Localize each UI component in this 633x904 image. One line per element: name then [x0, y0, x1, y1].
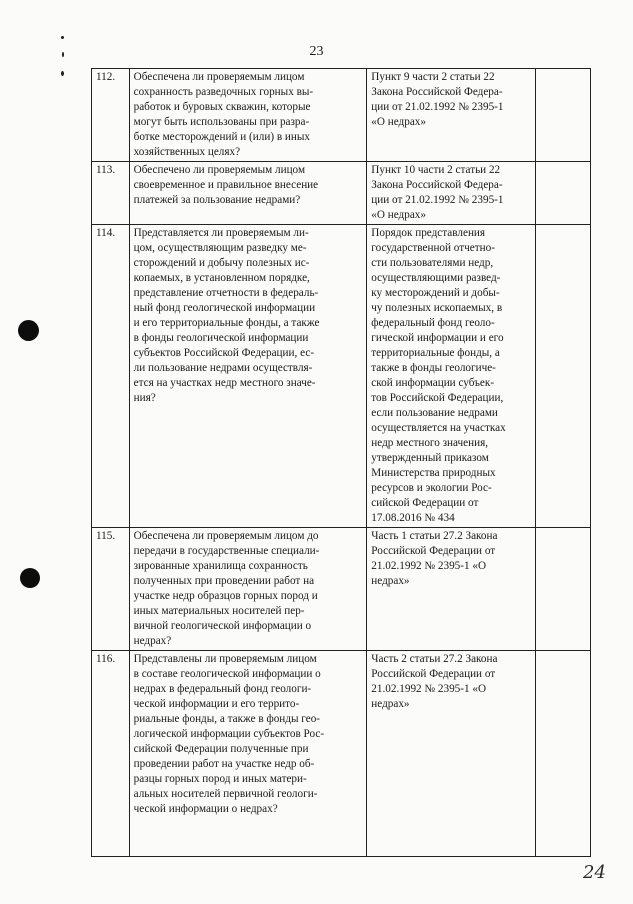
- scan-speck: [61, 36, 64, 39]
- row-number: [92, 528, 130, 651]
- table-row: [92, 528, 591, 651]
- table-row: [92, 69, 591, 162]
- checklist-table: [91, 68, 591, 857]
- row-number: [92, 69, 130, 162]
- row-number-text: 113.: [96, 164, 116, 176]
- legal-basis-text: Часть 1 статьи 27.2 Закона Российской Федерации от 21.02.1992 № 2395-1 «О недрах»: [371, 530, 498, 587]
- punch-hole-bottom: [20, 568, 40, 588]
- row-number-text: 114.: [96, 227, 116, 239]
- row-number-text: 115.: [96, 530, 116, 542]
- table-row: [92, 162, 591, 225]
- legal-basis-cell: [367, 162, 536, 225]
- question-cell: [129, 528, 367, 651]
- legal-basis-text: Часть 2 статьи 27.2 Закона Российской Федерации от 21.02.1992 № 2395-1 «О недрах»: [371, 653, 498, 710]
- handwritten-sheet-number: 24: [583, 862, 606, 883]
- answer-cell: [536, 651, 591, 857]
- legal-basis-cell: [367, 651, 536, 857]
- scan-speck: [61, 71, 64, 76]
- answer-cell: [536, 528, 591, 651]
- row-number-text: 116.: [96, 653, 116, 665]
- legal-basis-cell: [367, 69, 536, 162]
- legal-basis-text: Пункт 9 части 2 статьи 22 Закона Российской Федера- ции от 21.02.1992 № 2395-1 «О недрах»: [371, 71, 504, 128]
- question-text: Представляется ли проверяемым ли- цом, осуществляющим разведку ме- сторождений и добычу полезных ис- копаемых, в установленном порядке, представление отчетности в федераль- ный фонд геологической информации и его территориальные фонды, а также в фонды геологической информации субъектов Российской Федерации, ес- ли пользование недрами осуществля- ется на участках недр местного значе- ния?: [133, 227, 320, 404]
- row-number-text: 112.: [96, 71, 116, 83]
- legal-basis-cell: [367, 528, 536, 651]
- table-row: [92, 651, 591, 857]
- question-cell: [129, 162, 367, 225]
- legal-basis-text: Порядок представления государственной отчетно- сти пользователями недр, осуществляющими развед- ку месторождений и добы- чу полезных ископаемых, в федеральный фонд геоло- гической информации и его территориальные фонды, а также в фонды геологиче- ской информации субъек- тов Российской Федерации, если пользование недрами осуществляется на участках недр местного значения, утвержденный приказом Министерства природных ресурсов и экологии Рос- сийской Федерации от 17.08.2016 № 434: [371, 227, 506, 524]
- punch-hole-top: [18, 320, 39, 341]
- row-number: [92, 225, 130, 528]
- question-cell: [129, 69, 367, 162]
- answer-cell: [536, 225, 591, 528]
- legal-basis-text: Пункт 10 части 2 статьи 22 Закона Российской Федера- ции от 21.02.1992 № 2395-1 «О недрах»: [371, 164, 504, 221]
- question-cell: [129, 225, 367, 528]
- question-text: Обеспечена ли проверяемым лицом сохранность разведочных горных вы- работок и буровых скважин, которые могут быть использованы при разра- ботке месторождений и (или) в иных хозяйственных целях?: [133, 71, 314, 158]
- table-row: [92, 225, 591, 528]
- question-text: Обеспечено ли проверяемым лицом своевременное и правильное внесение платежей за пользование недрами?: [133, 164, 319, 206]
- legal-basis-cell: [367, 225, 536, 528]
- row-number: [92, 651, 130, 857]
- answer-cell: [536, 162, 591, 225]
- question-text: Обеспечена ли проверяемым лицом до передачи в государственные специали- зированные хранилища сохранность полученных при проведении работ на участке недр образцов горных пород и иных материальных носителей пер- вичной геологической информации о недрах?: [133, 530, 320, 647]
- page-number: 23: [309, 44, 324, 59]
- question-text: Представлены ли проверяемым лицом в составе геологической информации о недрах в федеральный фонд геологи- ческой информации и его террито- риальные фонды, а также в фонды гео- логической информации субъектов Рос- сийской Федерации полученные при проведении работ на участке недр об- разцы горных пород и иных матери- альных носителей первичной геологи- ческой информации о недрах?: [133, 653, 325, 815]
- row-number: [92, 162, 130, 225]
- question-cell: [129, 651, 367, 857]
- answer-cell: [536, 69, 591, 162]
